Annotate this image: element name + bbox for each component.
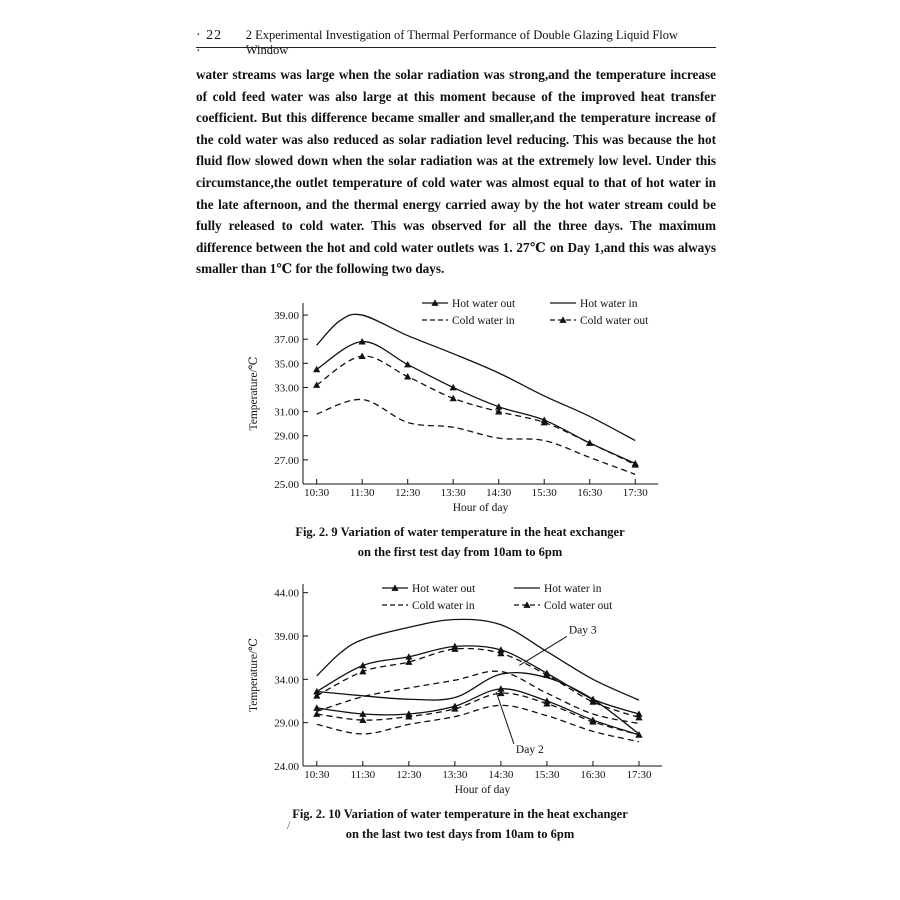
body-text xyxy=(196,64,716,280)
page-number: · 22 · xyxy=(196,28,223,59)
fig1-series-cold-water-out xyxy=(317,356,636,465)
fig2-y-tick-label: 34.00 xyxy=(274,674,299,687)
fig1-x-tick-label: 11:30 xyxy=(349,487,375,499)
fig2-marker-hot-water-out-day-3 xyxy=(451,643,458,649)
fig1-marker-cold-water-out xyxy=(495,408,502,414)
fig1-legend-label-cold-water-out: Cold water out xyxy=(580,315,649,327)
fig2-series-hot-water-out-day-3 xyxy=(317,646,639,714)
fig2-x-tick-label: 10:30 xyxy=(304,769,330,781)
fig1-y-tick-label: 35.00 xyxy=(274,358,299,371)
fig1-legend-marker xyxy=(431,299,438,305)
header-rule xyxy=(196,47,716,48)
fig1-marker-hot-water-out xyxy=(404,361,411,367)
figure-2-9-caption-line-2: on the first test day from 10am to 6pm xyxy=(357,545,563,559)
fig2-marker-hot-water-out-day-2 xyxy=(359,710,366,716)
fig2-marker-cold-water-out-day-3 xyxy=(589,698,596,704)
fig2-marker-cold-water-out-day-2 xyxy=(313,710,320,716)
figure-2-9-caption-line-1: Fig. 2. 9 Variation of water temperature in the heat exchanger xyxy=(295,525,625,539)
fig1-marker-cold-water-out xyxy=(359,352,366,358)
fig2-legend-label-cold-water-out: Cold water out xyxy=(544,600,613,612)
figure-2-10-caption-line-2: on the last two test days from 10am to 6pm xyxy=(345,827,575,841)
figure-2-10-caption xyxy=(290,804,630,844)
fig2-marker-hot-water-out-day-2 xyxy=(589,716,596,722)
fig2-marker-hot-water-out-day-3 xyxy=(635,710,642,716)
fig2-series-cold-water-out-day-3 xyxy=(317,648,639,717)
fig2-legend-label-hot-water-out: Hot water out xyxy=(412,583,476,595)
fig2-marker-cold-water-out-day-3 xyxy=(359,668,366,674)
fig2-legend-label-hot-water-in: Hot water in xyxy=(544,583,602,595)
fig2-marker-hot-water-out-day-3 xyxy=(313,688,320,694)
fig1-y-tick-label: 37.00 xyxy=(274,334,299,347)
fig1-y-tick-label: 29.00 xyxy=(274,430,299,443)
fig2-marker-hot-water-out-day-2 xyxy=(451,703,458,709)
fig2-marker-cold-water-out-day-3 xyxy=(635,714,642,720)
fig2-marker-cold-water-out-day-2 xyxy=(589,718,596,724)
fig1-legend-label-hot-water-out: Hot water out xyxy=(452,298,516,310)
fig1-marker-cold-water-out xyxy=(313,381,320,387)
fig2-x-tick-label: 11:30 xyxy=(350,769,376,781)
fig2-marker-hot-water-out-day-3 xyxy=(359,662,366,668)
fig2-marker-hot-water-out-day-2 xyxy=(313,704,320,710)
fig1-marker-cold-water-out xyxy=(450,395,457,401)
fig2-marker-cold-water-out-day-2 xyxy=(635,731,642,737)
fig2-x-tick-label: 17:30 xyxy=(626,769,652,781)
fig2-marker-cold-water-out-day-2 xyxy=(497,690,504,696)
fig1-y-tick-label: 25.00 xyxy=(274,479,299,491)
fig1-marker-cold-water-out xyxy=(632,461,639,467)
fig2-y-tick-label: 44.00 xyxy=(274,587,299,600)
fig2-marker-hot-water-out-day-3 xyxy=(405,653,412,659)
fig2-x-tick-label: 12:30 xyxy=(396,769,422,781)
fig2-marker-hot-water-out-day-3 xyxy=(589,696,596,702)
fig2-marker-cold-water-out-day-3 xyxy=(543,671,550,677)
fig1-x-tick-label: 14:30 xyxy=(486,487,512,499)
fig1-marker-hot-water-out xyxy=(450,384,457,390)
fig1-marker-cold-water-out xyxy=(404,373,411,379)
fig1-marker-hot-water-out xyxy=(541,416,548,422)
running-header xyxy=(196,28,716,60)
fig2-marker-cold-water-out-day-3 xyxy=(313,692,320,698)
fig2-annotation-day-2: Day 2 xyxy=(515,743,544,756)
fig2-marker-cold-water-out-day-3 xyxy=(497,650,504,656)
fig2-annotation-leader xyxy=(496,692,514,744)
fig2-marker-cold-water-out-day-3 xyxy=(451,645,458,651)
fig2-marker-hot-water-out-day-2 xyxy=(405,710,412,716)
fig2-y-tick-label: 29.00 xyxy=(274,717,299,730)
fig1-series-hot-water-out xyxy=(317,342,636,464)
fig2-annotation-day-3: Day 3 xyxy=(568,624,597,637)
fig1-y-tick-label: 33.00 xyxy=(274,382,299,395)
fig2-x-tick-label: 13:30 xyxy=(442,769,468,781)
fig2-marker-cold-water-out-day-2 xyxy=(359,716,366,722)
fig2-series-hot-water-in-day-2 xyxy=(317,673,639,734)
fig2-marker-hot-water-out-day-2 xyxy=(497,685,504,691)
fig1-x-tick-label: 13:30 xyxy=(440,487,466,499)
fig2-legend-marker xyxy=(523,601,530,607)
fig2-marker-hot-water-out-day-2 xyxy=(635,731,642,737)
fig2-legend-label-cold-water-in: Cold water in xyxy=(412,600,475,612)
figure-2-10-caption-line-1: Fig. 2. 10 Variation of water temperature in the heat exchanger xyxy=(292,807,628,821)
fig1-series-hot-water-in xyxy=(317,314,636,440)
fig1-x-tick-label: 16:30 xyxy=(577,487,603,499)
fig1-x-tick-label: 15:30 xyxy=(531,487,557,499)
fig1-x-axis-label: Hour of day xyxy=(452,502,509,514)
fig2-x-tick-label: 15:30 xyxy=(534,769,560,781)
fig1-y-tick-label: 27.00 xyxy=(274,454,299,467)
fig1-marker-cold-water-out xyxy=(586,439,593,445)
fig2-marker-hot-water-out-day-3 xyxy=(543,670,550,676)
fig1-marker-hot-water-out xyxy=(313,366,320,372)
fig1-legend-label-cold-water-in: Cold water in xyxy=(452,315,515,327)
fig1-legend-label-hot-water-in: Hot water in xyxy=(580,298,638,310)
fig2-y-tick-label: 39.00 xyxy=(274,631,299,643)
pen-mark: / xyxy=(287,818,291,832)
fig2-y-axis-label: Temperature/℃ xyxy=(248,638,260,712)
fig2-x-axis-label: Hour of day xyxy=(454,784,511,796)
fig1-y-tick-label: 31.00 xyxy=(274,406,299,419)
fig2-marker-cold-water-out-day-3 xyxy=(405,658,412,664)
fig1-x-tick-label: 12:30 xyxy=(395,487,421,499)
fig2-series-cold-water-in-day-3 xyxy=(317,671,639,723)
fig2-legend-marker xyxy=(391,584,398,590)
fig2-marker-hot-water-out-day-3 xyxy=(497,646,504,652)
fig2-series-hot-water-in-day-3 xyxy=(317,619,639,700)
fig2-y-tick-label: 24.00 xyxy=(274,761,299,773)
fig1-marker-hot-water-out xyxy=(495,403,502,409)
fig2-series-cold-water-out-day-2 xyxy=(317,693,639,735)
chapter-title: 2 Experimental Investigation of Thermal Performance of Double Glazing Liquid Flow Window xyxy=(245,28,679,57)
fig1-x-tick-label: 10:30 xyxy=(304,487,330,499)
fig1-marker-cold-water-out xyxy=(541,419,548,425)
fig2-marker-hot-water-out-day-2 xyxy=(543,697,550,703)
fig1-x-tick-label: 17:30 xyxy=(622,487,648,499)
fig2-series-hot-water-out-day-2 xyxy=(317,689,639,735)
fig2-x-tick-label: 14:30 xyxy=(488,769,514,781)
body-paragraph: water streams was large when the solar radiation was strong,and the temperature increase of cold feed water was also large at this moment because of the improved heat transfer coefficient. But this difference became smaller and smaller,and the temperature increase of the cold water was also reduced as solar radiation level reducing. This was because the hot fluid flow slowed down when the solar radiation was at the extremely low level. Under this circumstance,the outlet temperature of cold water was almost equal to that of hot water in the late afternoon, and the thermal energy carried away by the hot water stream could be fully released to cold water. This was observed for all the three days. The maximum difference between the hot and cold water outlets was 1. 27℃ on Day 1,and this was always smaller than 1℃ for the following two days. xyxy=(196,67,716,277)
fig2-marker-cold-water-out-day-2 xyxy=(451,705,458,711)
fig1-legend-marker xyxy=(559,316,566,322)
fig1-y-tick-label: 39.00 xyxy=(274,310,299,323)
fig1-y-axis-label: Temperature/℃ xyxy=(248,356,260,431)
fig1-marker-hot-water-out xyxy=(586,439,593,445)
fig2-annotation-leader xyxy=(519,636,567,665)
fig2-marker-cold-water-out-day-2 xyxy=(405,713,412,719)
fig1-marker-hot-water-out xyxy=(359,338,366,344)
fig2-series-cold-water-in-day-2 xyxy=(317,705,639,741)
figure-2-9-caption xyxy=(290,522,630,562)
fig2-x-tick-label: 16:30 xyxy=(580,769,606,781)
fig1-series-cold-water-in xyxy=(317,399,636,474)
fig1-marker-hot-water-out xyxy=(632,460,639,466)
fig2-marker-cold-water-out-day-2 xyxy=(543,700,550,706)
